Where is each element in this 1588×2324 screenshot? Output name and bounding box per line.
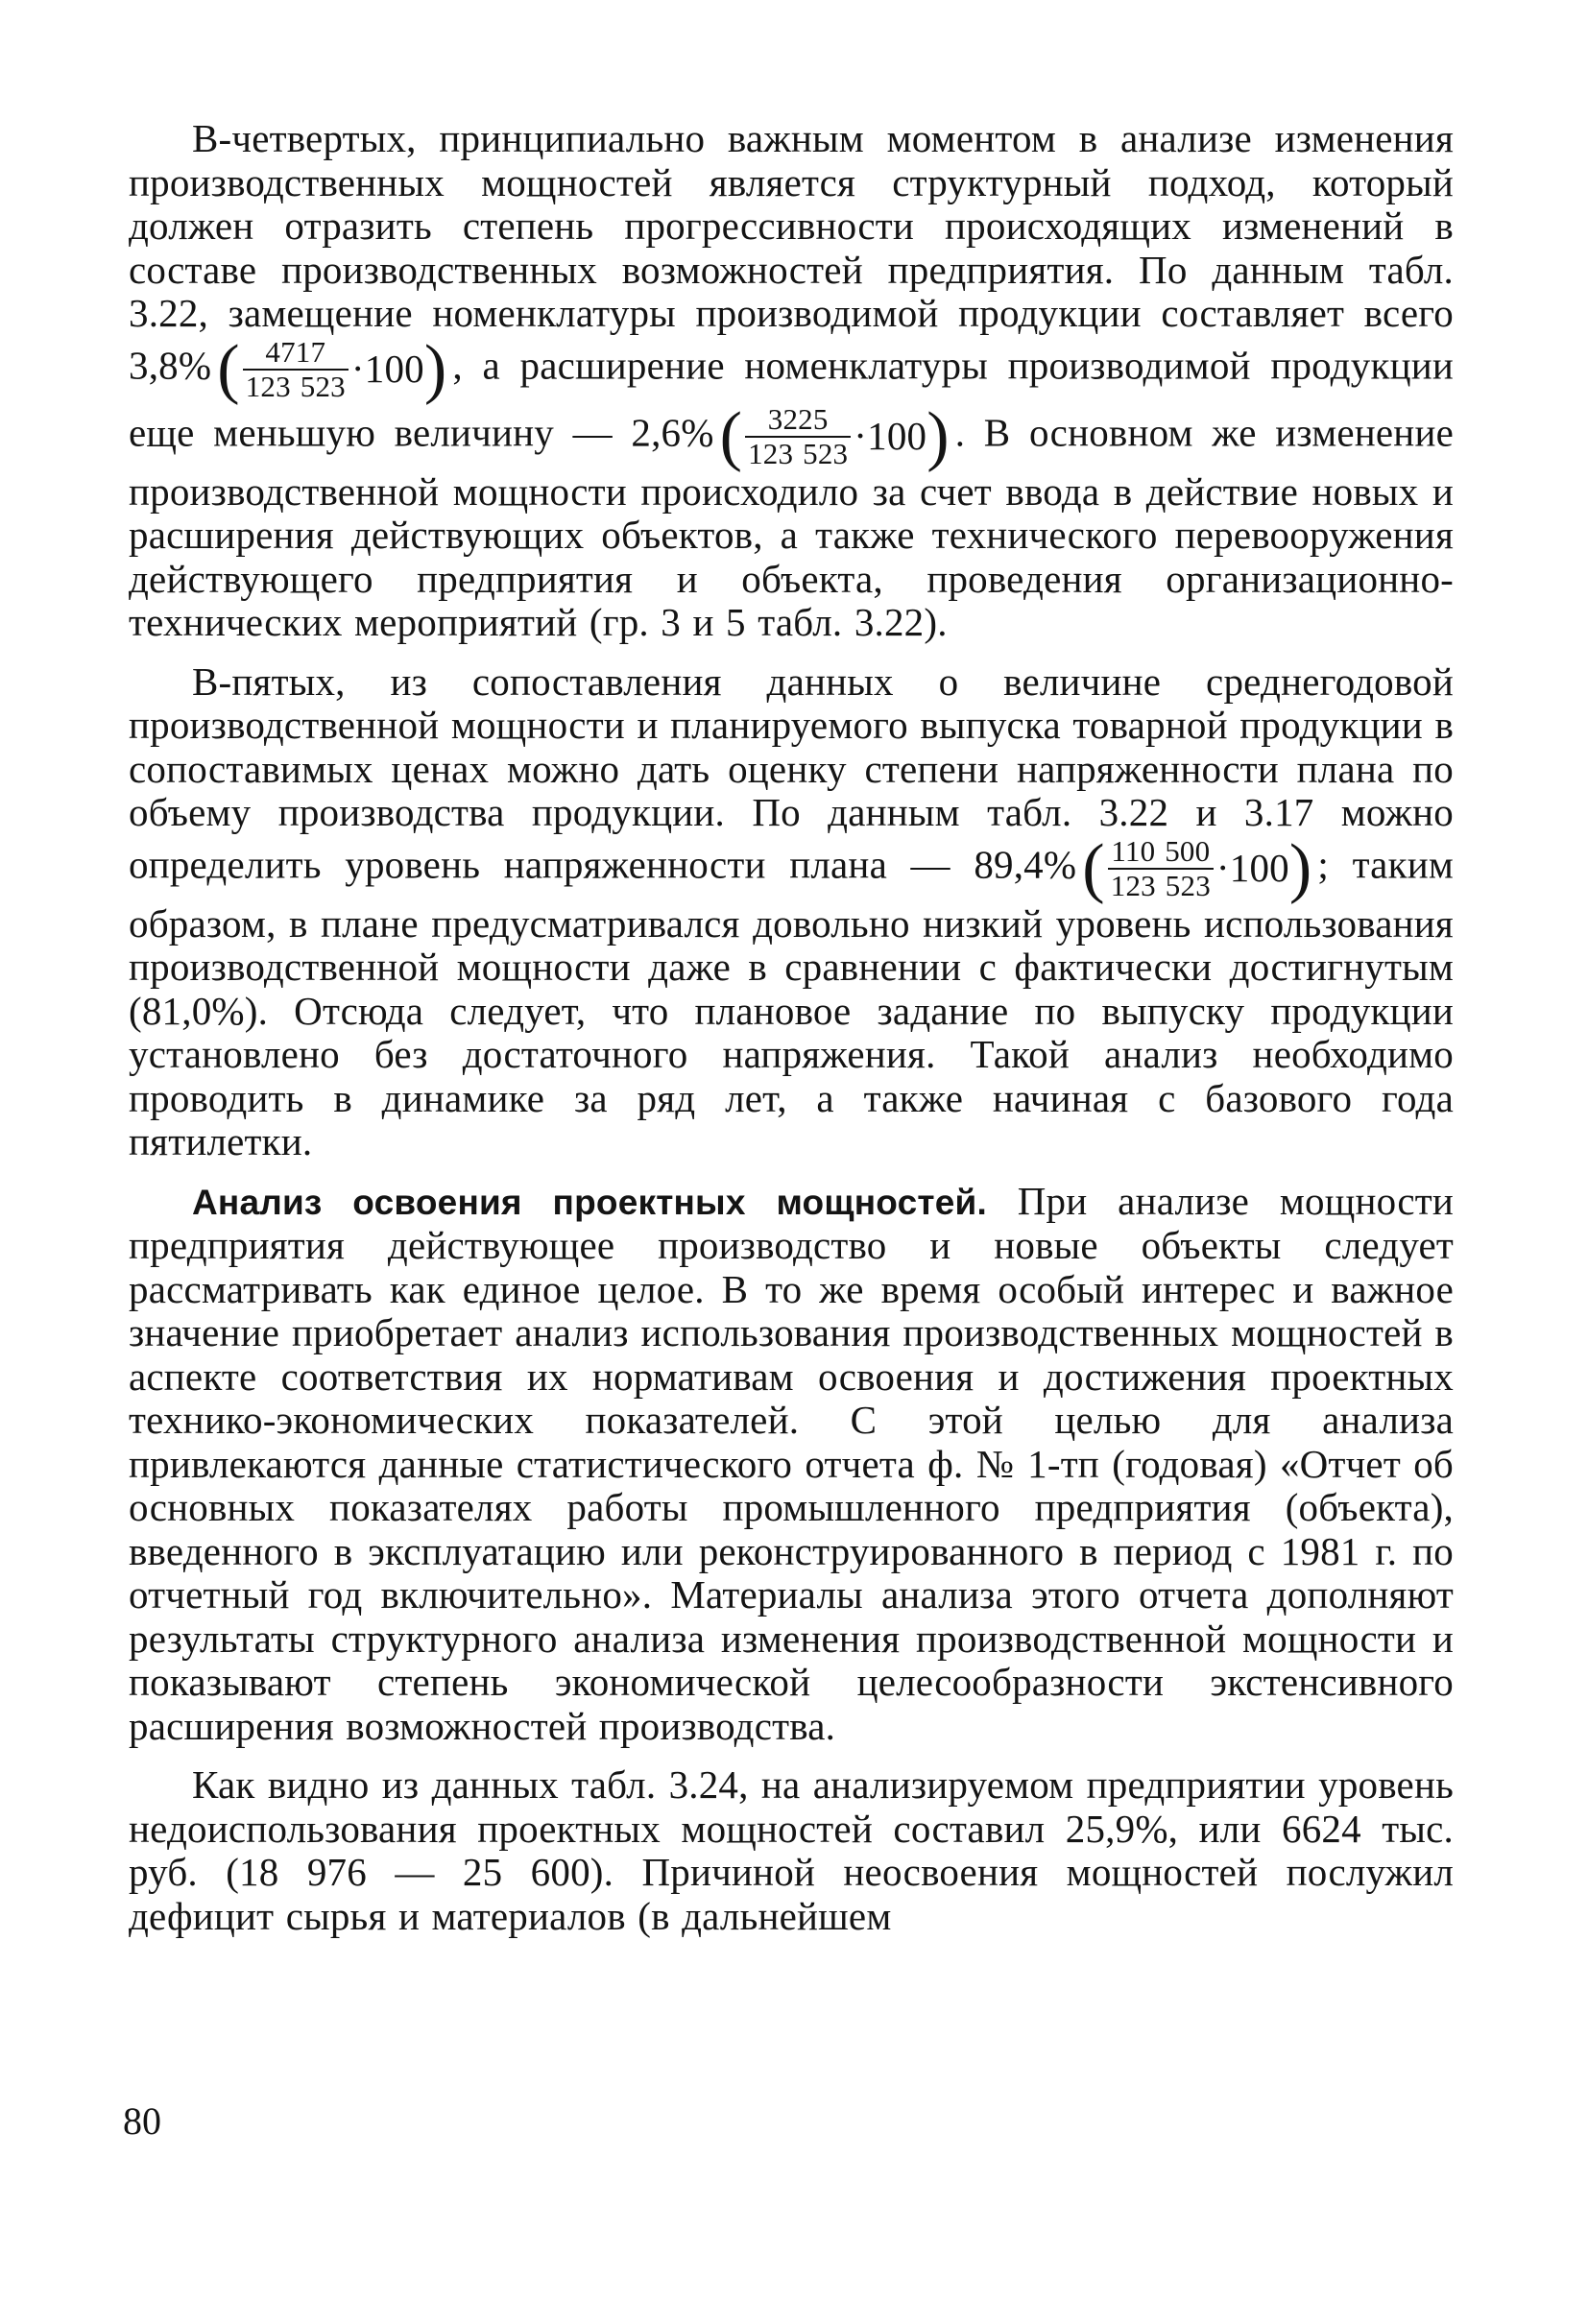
paragraph-text: Как видно из данных табл. 3.24, на анализируемом предприятии уровень недоиспользования проектных мощностей составил 25,9%, или 6624 тыс. руб. (18 976 — 25 600). Причиной неосвоения мощностей послужил дефицит сырья и материалов (в дальнейшем — [129, 1762, 1454, 1938]
fraction — [1108, 835, 1214, 902]
fraction — [243, 336, 349, 403]
page-number: 80 — [123, 2099, 161, 2143]
paragraph-text: В-четвертых, принципиально важным моментом в анализе изменения производственных мощностей является структурный подход, который должен отразить степень прогрессивности происходящих изменений в составе производственных возможностей предприятия. По данным табл. 3.22, замещение номенклатуры производимой продукции составляет всего 3,8% — [129, 116, 1454, 387]
formula-multiplier: ·100 — [350, 346, 424, 391]
fraction — [745, 403, 851, 470]
paragraph-text: . В основном же изменение производственной мощности происходило за счет ввода в действие новых и расширения действующих объектов, а также технического перевооружения действующего предприятия и объекта, проведения организационно-технических мероприятий (гр. 3 и 5 табл. 3.22). — [129, 409, 1454, 644]
formula-expansion-share: ( $\frac{3225}{123 523}$ ·100) — [719, 398, 950, 473]
fraction-denominator: 123 523 — [245, 369, 346, 403]
page-body — [129, 117, 1454, 1952]
formula-replacement-share: ( $\frac{4717}{123 523}$ ·100) — [217, 331, 447, 406]
paragraph-structural-approach — [129, 117, 1454, 645]
formula-multiplier: ·100 — [854, 413, 927, 458]
paragraph-underuse — [129, 1763, 1454, 1938]
paragraph-text: , а расширение номенклатуры производимой продукции еще меньшую величину — 2,6% — [129, 342, 1454, 454]
fraction-numerator: 3225 — [745, 403, 851, 438]
paragraph-plan-intensity — [129, 660, 1454, 1164]
fraction-denominator: 123 523 — [1110, 868, 1211, 902]
paragraph-text: В-пятых, из сопоставления данных о величине среднегодовой производственной мощности и планируемого выпуска товарной продукции в сопоставимых ценах можно дать оценку степени напряженности плана по объему производства продукции. По данным табл. 3.22 и 3.17 можно определить уровень напряженности плана — 89,4% — [129, 659, 1454, 886]
fraction-denominator: 123 523 — [748, 436, 849, 470]
paragraph-design-capacity — [129, 1180, 1454, 1749]
fraction-numerator: 110 500 — [1108, 835, 1214, 870]
section-heading: Анализ освоения проектных мощностей. — [192, 1182, 987, 1222]
paragraph-text: При анализе мощности предприятия действующее производство и новые объекты следует рассматривать как единое целое. В то же время особый интерес и важное значение приобретает анализ использования производственных мощностей в аспекте соответствия их нормативам освоения и достижения проектных технико-экономических показателей. С этой целью для анализа привлекаются данные статистического отчета ф. № 1-тп (годовая) «Отчет об основных показателях работы промышленного предприятия (объекта), введенного в эксплуатацию или реконструированного в период с 1981 г. по отчетный год включительно». Материалы анализа этого отчета дополняют результаты структурного анализа изменения производственной мощности и показывают степень экономической целесообразности экстенсивного расширения возможностей производства. — [129, 1178, 1454, 1748]
formula-plan-intensity: ( $\frac{110 500}{123 523}$ ·100) — [1082, 830, 1312, 905]
paragraph-text: ; таким образом, в плане предусматривался довольно низкий уровень использования производственной мощности даже в сравнении с фактически достигнутым (81,0%). Отсюда следует, что плановое задание по выпуску продукции установлено без достаточного напряжения. Такой анализ необходимо проводить в динамике за ряд лет, а также начиная с базового года пятилетки. — [129, 841, 1454, 1163]
fraction-numerator: 4717 — [243, 336, 349, 371]
formula-multiplier: ·100 — [1215, 845, 1289, 890]
